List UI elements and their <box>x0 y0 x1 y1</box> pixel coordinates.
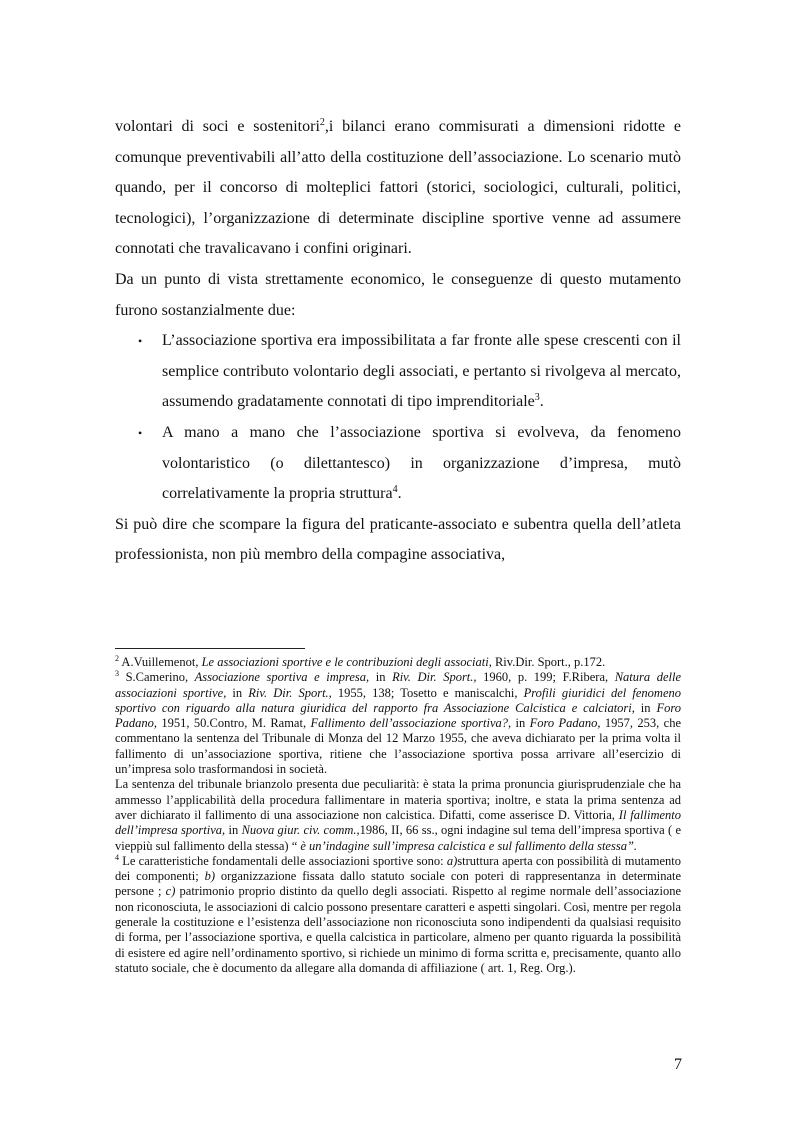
paragraph-1: volontari di soci e sostenitori$^2$,i bilanci erano commisurati a dimensioni ridotte e comunque preventivabili all’atto della costituzione dell’associazione. Lo scenario mutò quando, per il concorso di molteplici fattori (storici, sociologici, culturali, politici, tecnologici), l’organizzazione di determinate discipline sportive venne ad assumere connotati che travalicavano i confini originari. <box>115 117 682 258</box>
footnote-ref-3[interactable]: 3 <box>534 392 540 404</box>
bullet-icon: • <box>138 425 143 440</box>
footnotes <box>115 655 681 976</box>
page-number: 7 <box>674 1056 682 1073</box>
body-text <box>115 112 681 571</box>
bullet-icon: • <box>138 334 143 349</box>
footnote-2: $^2$ A.Vuillemenot, Le associazioni sportive e le contribuzioni degli associati, Riv.Dir. Sport., p.172. <box>115 654 606 669</box>
footnote-3-continued: La sentenza del tribunale brianzolo presenta due peculiarità: è stata la prima pronuncia giurisprudenziale che ha ammesso l’applicabilità della procedura fallimentare in materia sportiva; inoltre, e stata la prima sentenza ad aver dichiarato il fallimento di una associazione non calcistica. Difatti, come asserisce D. Vittoria, Il fallimento dell’impresa sportiva, in Nuova giur. civ. comm.,1986, II, 66 ss., ogni indagine sul tema dell’impresa sportiva ( e vieppiù sul fallimento della stessa) “ è un’indagine sull’impresa calcistica e sul fallimento della stessa”. <box>115 777 681 853</box>
footnote-3: $^3$ S.Camerino, Associazione sportiva e impresa, in Riv. Dir. Sport., 1960, p. 199; F.Ribera, Natura delle associazioni sportive, in Riv. Dir. Sport., 1955, 138; Tosetto e maniscalchi, Profili giuridici del fenomeno sportivo con riguardo alla natura giuridica del rapporto fra Associazione Calcistica e calciatori, in Foro Padano, 1951, 50.Contro, M. Ramat, Fallimento dell’associazione sportiva?, in Foro Padano, 1957, 253, che commentano la sentenza del Tribunale di Monza del 12 Marzo 1955, che aveva dichiarato per la prima volta il fallimento di un’associazione sportiva, ritiene che l’associazione sportiva possa arrivare all’esercizio di un’impresa solo trasformandosi in società. <box>115 669 682 777</box>
footnote-ref-2[interactable]: 2 <box>319 117 325 128</box>
bullet-list <box>115 326 681 510</box>
list-item: • L’associazione sportiva era impossibilitata a far fronte alle spese crescenti con il semplice contributo volontario degli associati, e pertanto si rivolgeva al mercato, assumendo gradatamente connotati di tipo imprenditoriale$^3$. <box>115 326 681 418</box>
list-item: • A mano a mano che l’associazione sportiva si evolveva, da fenomeno volontaristico (o dilettantesco) in organizzazione d’impresa, mutò correlativamente la propria struttura$^4$. <box>115 418 681 510</box>
paragraph-2: Da un punto di vista strettamente economico, le conseguenze di questo mutamento furono sostanzialmente due: <box>115 270 681 319</box>
footnote-4: $^4$ Le caratteristiche fondamentali delle associazioni sportive sono: a)struttura aperta con possibilità di mutamento dei componenti; b) organizzazione fissata dallo statuto sociale con poteri di rappresentanza in determinate persone ; c) patrimonio proprio distinto da quello degli associati. Rispetto al regime normale dell’associazione non riconosciuta, le associazioni di calcio possono presentare caratteri e aspetti singolari. Così, mentre per regola generale la costituzione e l’esistenza dell’associazione non riconosciuta sono indipendenti da qualsiasi requisito di forma, per l’associazione sportiva, e quella calcistica in particolare, almeno per quanto riguarda la possibilità di esistere ed agire nell’ordinamento sportivo, si richiede un minimo di forma scritta e, precisamente, quanto allo statuto sociale, che è documento da allegare alla domanda di affiliazione ( art. 1, Reg. Org.). <box>115 852 682 975</box>
footnote-separator <box>115 648 305 649</box>
footnote-ref-4[interactable]: 4 <box>392 484 398 496</box>
paragraph-3: Si può dire che scompare la figura del praticante-associato e subentra quella dell’atleta professionista, non più membro della compagine associativa, <box>115 515 681 564</box>
